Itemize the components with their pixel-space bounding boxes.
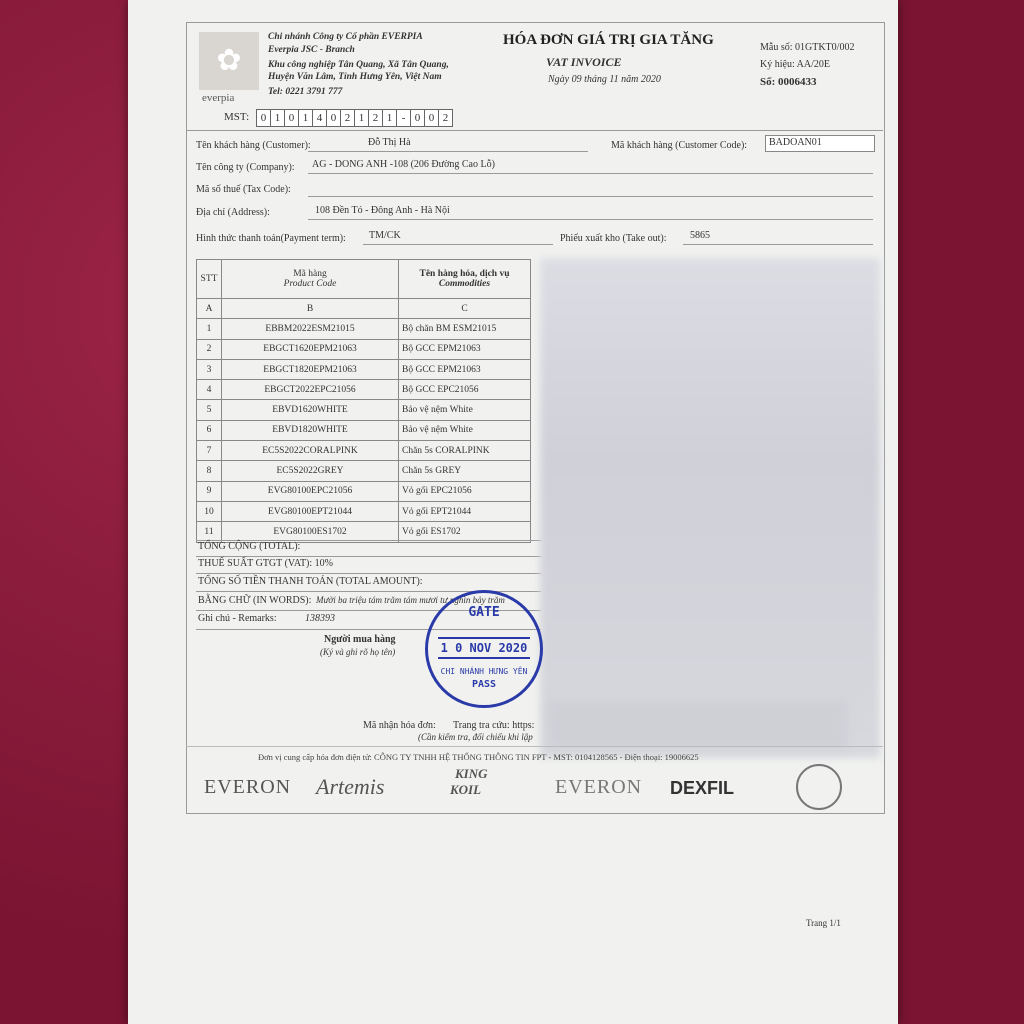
- mst-digit: 1: [298, 109, 313, 127]
- invoice-title: HÓA ĐƠN GIÁ TRỊ GIA TĂNG: [503, 32, 714, 48]
- branch-line4: Huyện Văn Lâm, Tỉnh Hưng Yên, Việt Nam: [268, 72, 442, 82]
- dexfil-logo: DEXFIL: [670, 778, 735, 798]
- takeout-value: 5865: [690, 230, 710, 241]
- ky-hieu: Ký hiệu: AA/20E: [760, 59, 830, 70]
- tax-label: Mã số thuế (Tax Code):: [196, 184, 291, 195]
- total-label: TỔNG CỘNG (TOTAL):: [198, 541, 301, 552]
- certification-seal: [796, 764, 842, 810]
- mst-digit: 2: [340, 109, 355, 127]
- invoice-code-label: Mã nhận hóa đơn:: [363, 720, 436, 731]
- redacted-area: [540, 258, 880, 758]
- company-line: [308, 173, 873, 174]
- row-name: Vỏ gối EPT21044: [399, 501, 531, 521]
- mst-digit: 0: [424, 109, 439, 127]
- mst-digit: 0: [326, 109, 341, 127]
- table-row: [197, 319, 531, 339]
- row-name: Bộ GCC EPM21063: [399, 359, 531, 379]
- address-value: 108 Đền Tó - Đông Anh - Hà Nội: [315, 205, 450, 216]
- page-number: Trang 1/1: [806, 918, 841, 928]
- vat-label: THUẾ SUẤT GTGT (VAT): 10%: [198, 558, 333, 569]
- table-row: [197, 420, 531, 440]
- row-stt: 1: [197, 319, 222, 339]
- row-stt: 10: [197, 501, 222, 521]
- company-value: AG - DONG ANH -108 (206 Đường Cao Lỗ): [312, 159, 495, 170]
- redacted-area-2: [548, 700, 848, 748]
- table-row: [197, 441, 531, 461]
- row-stt: 7: [197, 441, 222, 461]
- header-code-vi: Mã hàng: [293, 269, 327, 279]
- mst-digit: 4: [312, 109, 327, 127]
- header-code-en: Product Code: [283, 279, 337, 289]
- invoice-sheet: [128, 0, 898, 1024]
- row-name: Vỏ gối ES1702: [399, 522, 531, 542]
- footer-divider: [186, 746, 883, 747]
- row-code: EBGCT1820EPM21063: [222, 359, 399, 379]
- table-header-row: [197, 260, 531, 299]
- table-subheader-row: [197, 299, 531, 319]
- row-code: EVG80100EPT21044: [222, 501, 399, 521]
- row-name: Bộ GCC EPM21063: [399, 339, 531, 359]
- row-code: EVG80100ES1702: [222, 522, 399, 542]
- everon-logo: EVERON: [204, 776, 292, 798]
- row-code: EBVD1820WHITE: [222, 420, 399, 440]
- invoice-number: Số: 0006433: [760, 76, 817, 88]
- brand-logos: [198, 760, 878, 808]
- table-row: [197, 481, 531, 501]
- stamp-branch: CHI NHÁNH HƯNG YÊN: [440, 667, 528, 676]
- mau-so: Mẫu số: 01GTKT0/002: [760, 42, 855, 53]
- stamp-date: 1 0 NOV 2020: [438, 637, 530, 659]
- lookup-note: (Cần kiểm tra, đối chiếu khi lập: [418, 732, 533, 742]
- remarks-label: Ghi chú - Remarks:: [198, 613, 277, 624]
- takeout-label: Phiếu xuất kho (Take out):: [560, 233, 667, 244]
- table-row: [197, 380, 531, 400]
- customer-code-field: BADOAN01: [765, 135, 875, 152]
- row-stt: 9: [197, 481, 222, 501]
- in-words-value: Mười ba triệu tám trăm tám mươi tư nghìn bảy trăm: [316, 595, 505, 605]
- sub-a: A: [197, 299, 222, 319]
- stamp-pass: PASS: [471, 679, 497, 690]
- payment-value: TM/CK: [369, 230, 401, 241]
- row-code: EBGCT2022EPC21056: [222, 380, 399, 400]
- koil-logo: KOIL: [450, 782, 482, 797]
- row-stt: 4: [197, 380, 222, 400]
- row-code: EC5S2022GREY: [222, 461, 399, 481]
- header-code: [222, 260, 399, 299]
- header-name-en: Commodities: [438, 279, 491, 289]
- invoice-date: Ngày 09 tháng 11 năm 2020: [548, 74, 661, 85]
- customer-name-line: [308, 151, 588, 152]
- row-stt: 6: [197, 420, 222, 440]
- row-code: EVG80100EPC21056: [222, 481, 399, 501]
- totals-line-2: [196, 556, 541, 557]
- branch-line3: Khu công nghiệp Tân Quang, Xã Tân Quang,: [268, 60, 449, 70]
- buyer-note: (Ký và ghi rõ họ tên): [320, 647, 396, 657]
- artemis-logo: Artemis: [316, 774, 385, 799]
- row-name: Vỏ gối EPC21056: [399, 481, 531, 501]
- takeout-line: [683, 244, 873, 245]
- table-row: [197, 461, 531, 481]
- company-label: Tên công ty (Company):: [196, 162, 295, 173]
- row-code: EBGCT1620EPM21063: [222, 339, 399, 359]
- total-amount-label: TỔNG SỐ TIỀN THANH TOÁN (TOTAL AMOUNT):: [198, 576, 423, 587]
- table-row: [197, 400, 531, 420]
- logo-text: everpia: [202, 92, 235, 104]
- row-code: EBVD1620WHITE: [222, 400, 399, 420]
- customer-name: Đỗ Thị Hà: [368, 137, 411, 148]
- mst-digit: 1: [382, 109, 397, 127]
- row-stt: 2: [197, 339, 222, 359]
- mst-digit: 2: [368, 109, 383, 127]
- row-stt: 11: [197, 522, 222, 542]
- header-stt: STT: [197, 260, 222, 299]
- row-stt: 8: [197, 461, 222, 481]
- table-row: [197, 339, 531, 359]
- provider-info: Đơn vị cung cấp hóa đơn điện tử: CÔNG TY TNHH HỆ THỐNG THÔNG TIN FPT - MST: 0104128565 - Điện thoại: 19006625: [258, 752, 699, 762]
- row-code: EC5S2022CORALPINK: [222, 441, 399, 461]
- mst-digit: -: [396, 109, 411, 127]
- customer-code-label: Mã khách hàng (Customer Code):: [611, 140, 748, 151]
- table-row: [197, 359, 531, 379]
- lookup-url[interactable]: Trang tra cứu: https:: [453, 720, 535, 731]
- row-stt: 3: [197, 359, 222, 379]
- row-name: Bảo vệ nệm White: [399, 400, 531, 420]
- branch-line1: Chi nhánh Công ty Cổ phần EVERPIA: [268, 32, 423, 42]
- mst-digit: 0: [284, 109, 299, 127]
- divider: [186, 130, 883, 131]
- tax-line: [308, 196, 873, 197]
- row-name: Chăn 5s GREY: [399, 461, 531, 481]
- row-code: EBBM2022ESM21015: [222, 319, 399, 339]
- king-logo: KING: [455, 766, 488, 781]
- everon-2-logo: EVERON: [555, 776, 643, 798]
- table-row: [197, 501, 531, 521]
- header-name-vi: Tên hàng hóa, dịch vụ: [419, 269, 510, 279]
- payment-line: [363, 244, 553, 245]
- address-line: [308, 219, 873, 220]
- address-label: Địa chỉ (Address):: [196, 207, 270, 218]
- mst-boxes: [256, 109, 452, 127]
- row-name: Chăn 5s CORALPINK: [399, 441, 531, 461]
- everpia-logo: ✿: [199, 32, 259, 90]
- totals-line-3: [196, 573, 541, 574]
- mst-digit: 1: [270, 109, 285, 127]
- buyer-label: Người mua hàng: [324, 634, 396, 645]
- sub-c: C: [399, 299, 531, 319]
- mst-digit: 0: [410, 109, 425, 127]
- payment-label: Hình thức thanh toán(Payment term):: [196, 233, 346, 244]
- row-stt: 5: [197, 400, 222, 420]
- row-name: Bộ GCC EPC21056: [399, 380, 531, 400]
- header-name: [399, 260, 531, 299]
- invoice-subtitle: VAT INVOICE: [546, 55, 622, 69]
- remarks-value: 138393: [305, 613, 335, 624]
- customer-name-label: Tên khách hàng (Customer):: [196, 140, 311, 151]
- gate-pass-stamp: [425, 590, 543, 708]
- sub-b: B: [222, 299, 399, 319]
- stamp-gate: GATE: [468, 605, 500, 620]
- branch-line2: Everpia JSC - Branch: [268, 45, 355, 55]
- row-name: Bảo vệ nệm White: [399, 420, 531, 440]
- tel: Tel: 0221 3791 777: [268, 87, 343, 97]
- row-name: Bộ chăn BM ESM21015: [399, 319, 531, 339]
- mst-label: MST:: [224, 111, 250, 123]
- mst-digit: 0: [256, 109, 271, 127]
- mst-digit: 1: [354, 109, 369, 127]
- in-words-label: BẰNG CHỮ (IN WORDS):: [198, 595, 312, 606]
- mst-digit: 2: [438, 109, 453, 127]
- items-table: [196, 259, 531, 543]
